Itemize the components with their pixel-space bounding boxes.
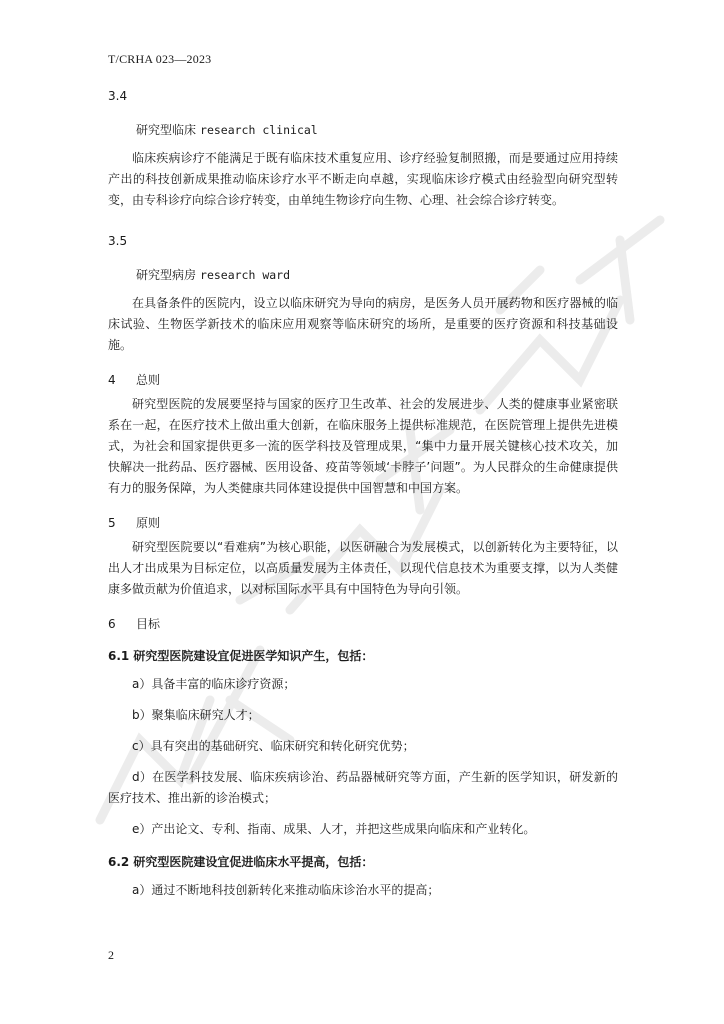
term-english: research clinical [200, 123, 318, 137]
section-heading [108, 513, 618, 533]
clause-number: 3.5 [108, 234, 128, 248]
section-paragraph: 研究型医院的发展要坚持与国家的医疗卫生改革、社会的发展进步、人类的健康事业紧密联系在一起，在医疗技术上做出重大创新，在临床服务上提供标准规范，在医院管理上提供先进模式，为社会和国家提供更多一流的医学科技及管理成果，“集中力量开展关键核心技术攻关，加快解决一批药品、医疗器械、医用设备、疫苗等领域‘卡脖子’问题”。为人民群众的生命健康提供有力的服务保障，为人类健康共同体建设提供中国智慧和中国方案。 [108, 397, 618, 495]
list-item: e）产出论文、专利、指南、成果、人才，并把这些成果向临床和产业转化。 [132, 822, 536, 836]
section-title: 目标 [136, 617, 161, 631]
clause-number: 3.4 [108, 89, 128, 103]
section-number: 4 [108, 373, 116, 387]
term-chinese: 研究型临床 [136, 123, 197, 137]
document-body [108, 86, 618, 911]
section-number: 5 [108, 516, 116, 530]
section-title: 原则 [136, 516, 161, 530]
section-paragraph: 研究型医院要以“看难病”为核心职能，以医研融合为发展模式，以创新转化为主要特征，以出人才出成果为目标定位，以高质量发展为主体责任，以现代信息技术为重要支撑，以为人类健康多做贡献为价值追求，以对标国际水平具有中国特色为导向引领。 [108, 540, 618, 596]
term-chinese: 研究型病房 [136, 268, 197, 282]
document-code: T/CRHA 023—2023 [108, 52, 212, 66]
section-number: 6 [108, 617, 116, 631]
subsection-heading: 6.2 研究型医院建设宜促进临床水平提高，包括： [108, 855, 374, 869]
section-heading [108, 614, 618, 634]
term-definition: 在具备条件的医院内，设立以临床研究为导向的病房，是医务人员开展药物和医疗器械的临床试验、生物医学新技术的临床应用观察等临床研究的场所，是重要的医疗资源和科技基础设施。 [108, 296, 618, 352]
term-definition: 临床疾病诊疗不能满足于既有临床技术重复应用、诊疗经验复制照搬，而是要通过应用持续产出的科技创新成果推动临床诊疗水平不断走向卓越，实现临床诊疗模式由经验型向研究型转变，由专科诊疗向综合诊疗转变，由单纯生物诊疗向生物、心理、社会综合诊疗转变。 [108, 151, 618, 207]
list-item: b）聚集临床研究人才； [132, 708, 260, 722]
section-heading [108, 370, 618, 390]
list-item: a）通过不断地科技创新转化来推动临床诊治水平的提高； [132, 883, 440, 897]
term-heading [136, 120, 618, 140]
list-item: c）具有突出的基础研究、临床研究和转化研究优势； [132, 739, 415, 753]
page-number: 2 [108, 948, 114, 962]
list-item: d）在医学科技发展、临床疾病诊治、药品器械研究等方面，产生新的医学知识，研发新的医疗技术、推出新的诊治模式； [108, 770, 618, 805]
term-english: research ward [200, 268, 291, 282]
list-item: a）具备丰富的临床诊疗资源； [132, 677, 296, 691]
section-title: 总则 [136, 373, 161, 387]
subsection-heading: 6.1 研究型医院建设宜促进医学知识产生，包括： [108, 649, 374, 663]
term-heading [136, 265, 618, 285]
